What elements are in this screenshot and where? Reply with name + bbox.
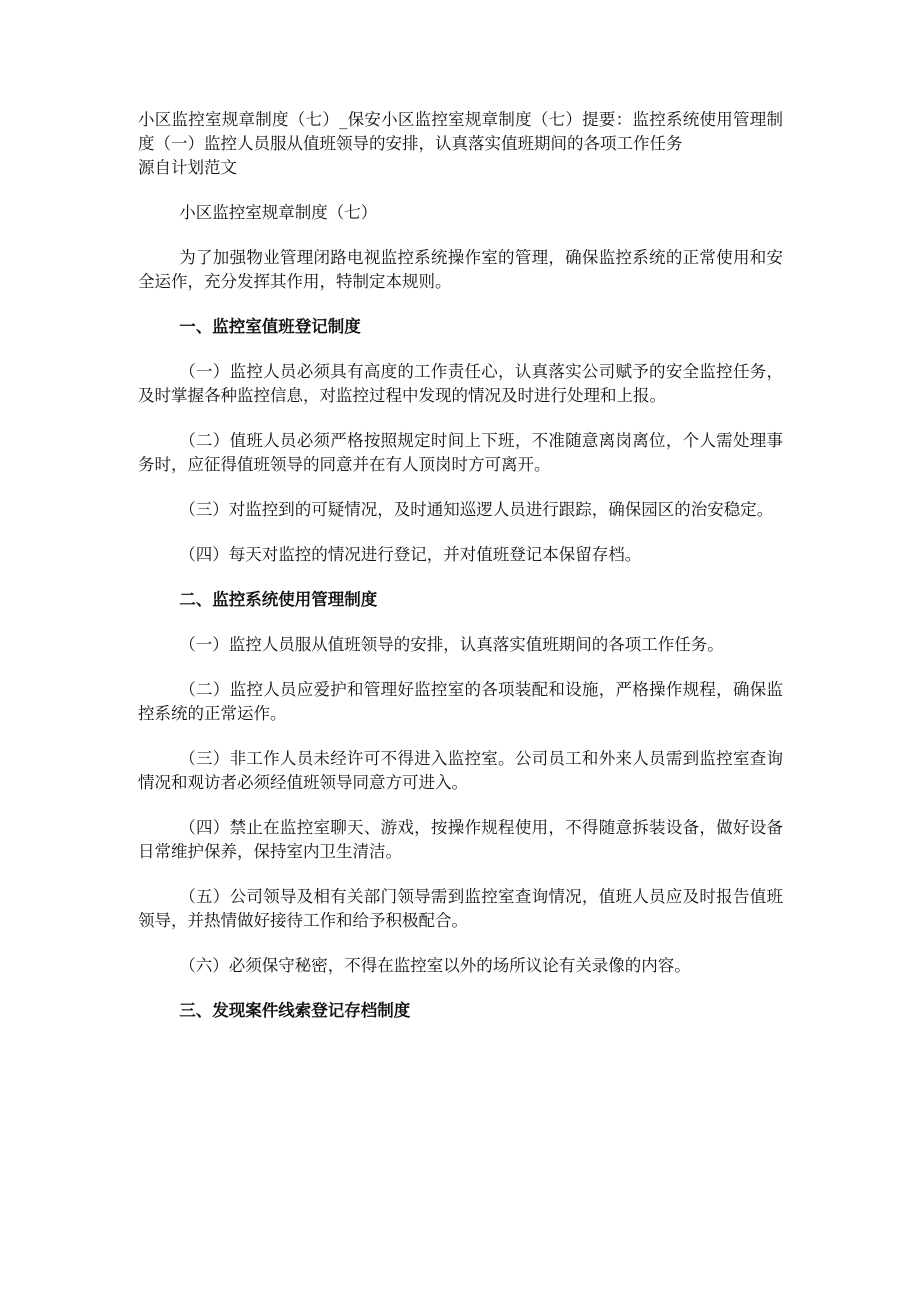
section-heading-1: 一、监控室值班登记制度: [179, 317, 361, 336]
section-heading-2: 二、监控系统使用管理制度: [179, 590, 378, 609]
section-1-item-2: （二）值班人员必须严格按照规定时间上下班，不准随意离岗离位，个人需处理事务时，应征得值班领导的同意并在有人顶岗时方可离开。: [138, 431, 783, 474]
document-source: 源自计划范文: [138, 158, 237, 177]
section-heading-3: 三、发现案件线索登记存档制度: [179, 1001, 411, 1020]
section-2-item-4: （四）禁止在监控室聊天、游戏，按操作规程使用，不得随意拆装设备，做好设备日常维护保养，保持室内卫生清洁。: [138, 818, 783, 861]
section-1-item-4: （四）每天对监控的情况进行登记，并对值班登记本保留存档。: [179, 545, 642, 564]
section-2-item-5: （五）公司领导及相有关部门领导需到监控室查询情况，值班人员应及时报告值班领导，并热情做好接待工作和给予积极配合。: [138, 887, 783, 930]
intro-paragraph: 为了加强物业管理闭路电视监控系统操作室的管理，确保监控系统的正常使用和安全运作，充分发挥其作用，特制定本规则。: [138, 248, 783, 291]
section-1-item-3: （三）对监控到的可疑情况，及时通知巡逻人员进行跟踪，确保园区的治安稳定。: [179, 500, 774, 519]
section-2-item-3: （三）非工作人员未经许可不得进入监控室。公司员工和外来人员需到监控室查询情况和观访者必须经值班领导同意方可进入。: [138, 749, 783, 792]
document-page: [138, 108, 783, 1044]
section-1-item-1: （一）监控人员必须具有高度的工作责任心，认真落实公司赋予的安全监控任务，及时掌握各种监控信息，对监控过程中发现的情况及时进行处理和上报。: [138, 362, 783, 405]
section-2-item-1: （一）监控人员服从值班领导的安排，认真落实值班期间的各项工作任务。: [179, 635, 724, 654]
document-summary: 小区监控室规章制度（七）_保安小区监控室规章制度（七）提要：监控系统使用管理制度（一）监控人员服从值班领导的安排，认真落实值班期间的各项工作任务: [138, 110, 783, 153]
document-subtitle: 小区监控室规章制度（七）: [179, 203, 378, 222]
section-2-item-2: （二）监控人员应爱护和管理好监控室的各项装配和设施，严格操作规程，确保监控系统的正常运作。: [138, 680, 783, 723]
section-2-item-6: （六）必须保守秘密，不得在监控室以外的场所议论有关录像的内容。: [179, 956, 691, 975]
